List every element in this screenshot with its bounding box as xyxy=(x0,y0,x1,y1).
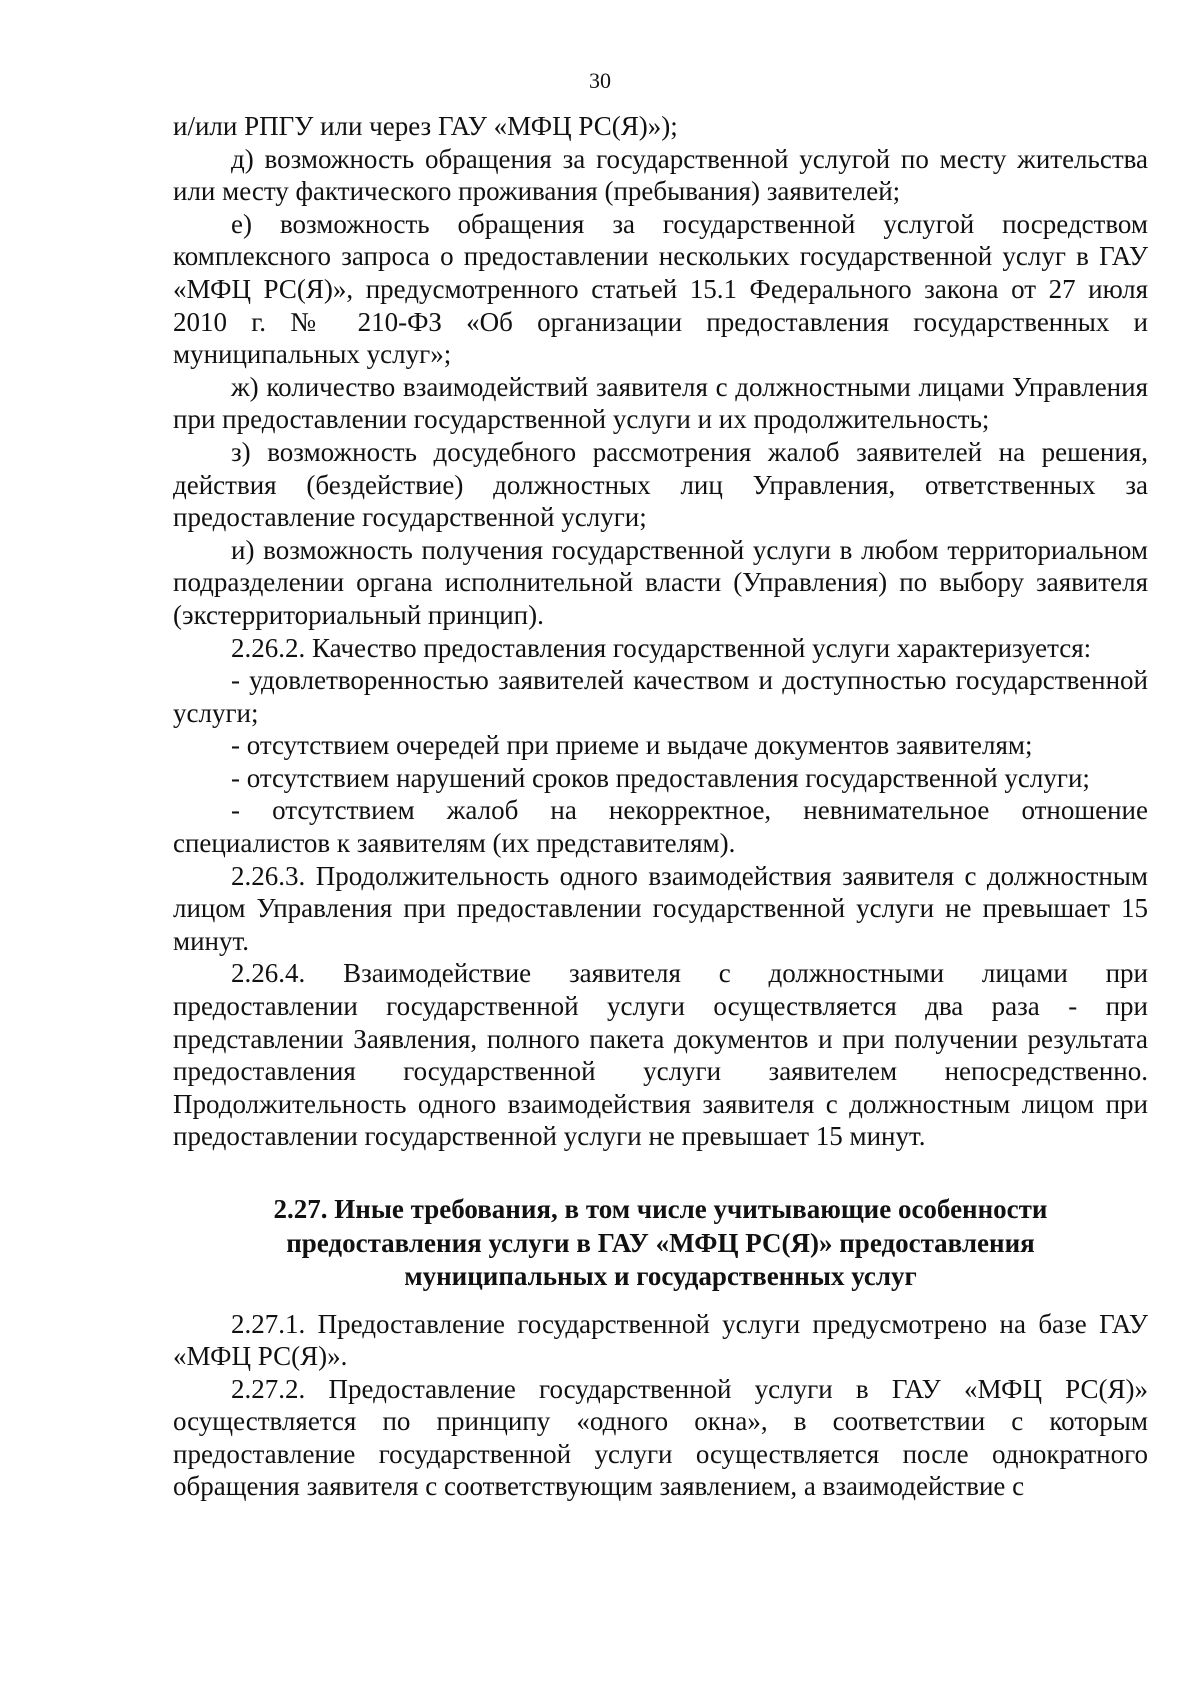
paragraph: д) возможность обращения за государственной услугой по месту жительства или месту фактического проживания (пребывания) заявителей; xyxy=(173,143,1148,207)
list-item: - отсутствием очередей при приеме и выдаче документов заявителям; xyxy=(231,730,1033,761)
list-item: - удовлетворенностью заявителей качеством и доступностью государственной услуги; xyxy=(173,665,1148,728)
paragraph: е) возможность обращения за государственной услугой посредством комплексного запроса о предоставлении нескольких государственной услуг в ГАУ «МФЦ РС(Я)», предусмотренного статьей 15.1 Федерального закона от 27 июля 2010 г. № 210-ФЗ «Об организации предоставления государственных и муниципальных услуг»; xyxy=(173,208,1148,370)
paragraph: и) возможность получения государственной услуги в любом территориальном подразделении органа исполнительной власти (Управления) по выбору заявителя (экстерриториальный принцип). xyxy=(173,534,1148,630)
list-item: - отсутствием жалоб на некорректное, невнимательное отношение специалистов к заявителям (их представителям). xyxy=(173,795,1148,859)
paragraph: и/или РПГУ или через ГАУ «МФЦ РС(Я)»); xyxy=(173,111,678,141)
paragraph: 2.27.1. Предоставление государственной услуги предусмотрено на базе ГАУ «МФЦ РС(Я)». xyxy=(173,1308,1148,1372)
section-heading: 2.27. Иные требования, в том числе учитывающие особенности предоставления услуги в ГАУ «МФЦ РС(Я)» предоставления муниципальных и государственных услуг xyxy=(273,1194,1048,1291)
paragraph: 2.26.2. Качество предоставления государственной услуги характеризуется: xyxy=(231,632,1092,663)
paragraph: 2.26.4. Взаимодействие заявителя с должностными лицами при предоставлении государственной услуги осуществляется два раза - при представлении Заявления, полного пакета документов и при получении результата предоставления государственной услуги заявителем непосредственно. Продолжительность одного взаимодействия заявителя с должностным лицом при предоставлении государственной услуги не превышает 15 минут. xyxy=(173,958,1148,1152)
paragraph: з) возможность досудебного рассмотрения жалоб заявителей на решения, действия (бездействие) должностных лиц Управления, ответственных за предоставление государственной услуги; xyxy=(173,436,1148,533)
paragraph: ж) количество взаимодействий заявителя с должностными лицами Управления при предоставлении государственной услуги и их продолжительность; xyxy=(173,371,1148,435)
paragraph: 2.27.2. Предоставление государственной услуги в ГАУ «МФЦ РС(Я)» осуществляется по принципу «одного окна», в соответствии с которым предоставление государственной услуги осуществляется после однократного обращения заявителя с соответствующим заявлением, а взаимодействие с xyxy=(173,1373,1148,1502)
page-number: 30 xyxy=(589,68,611,93)
paragraph: 2.26.3. Продолжительность одного взаимодействия заявителя с должностным лицом Управления при предоставлении государственной услуги не превышает 15 минут. xyxy=(173,860,1148,956)
document-body xyxy=(173,110,1148,1503)
list-item: - отсутствием нарушений сроков предоставления государственной услуги; xyxy=(231,762,1090,793)
